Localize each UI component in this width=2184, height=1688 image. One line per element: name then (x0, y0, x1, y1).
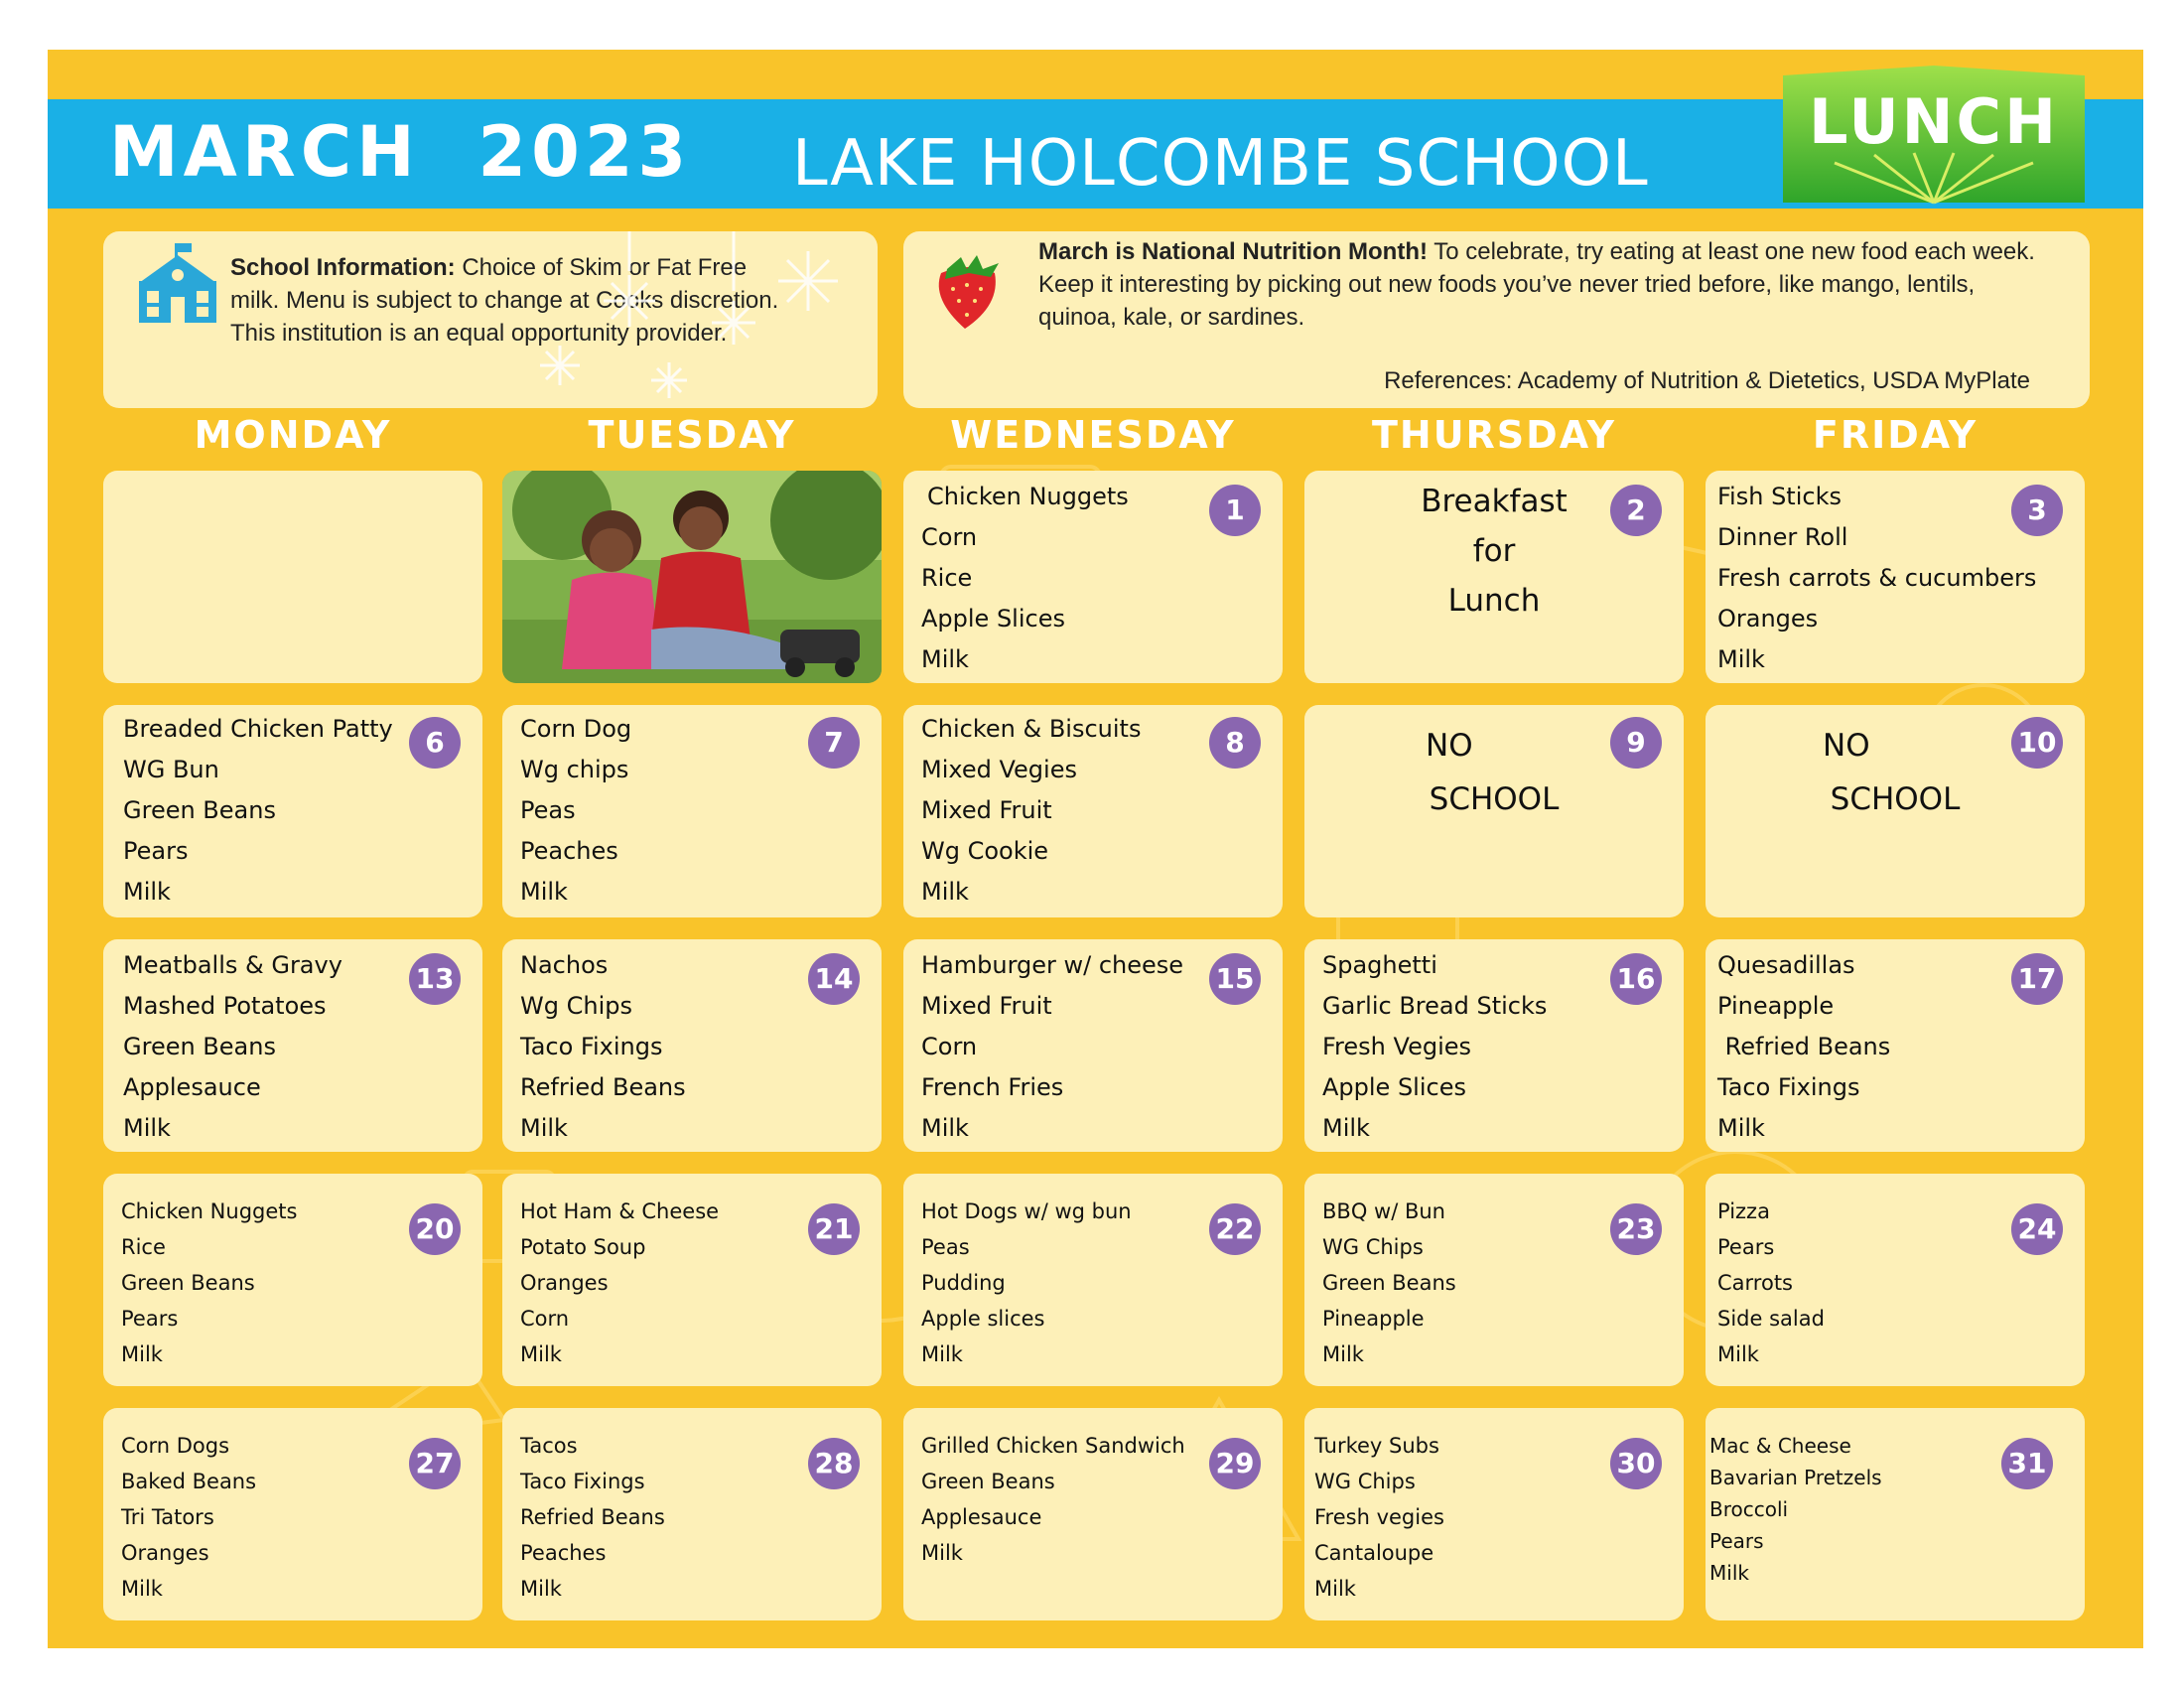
day-cell-empty (103, 471, 482, 683)
menu-item: Corn Dog (520, 715, 632, 743)
menu-item: Pears (1709, 1529, 1764, 1553)
month-title: MARCH 2023 (109, 111, 692, 193)
menu-item: Green Beans (921, 1470, 1055, 1493)
menu-item: Milk (520, 1577, 562, 1601)
day-cell-8 (903, 705, 1283, 917)
date-number: 17 (2011, 953, 2063, 1005)
menu-list (921, 1428, 1185, 1571)
date-number: 30 (1610, 1438, 1662, 1489)
menu-list (123, 945, 342, 1149)
day-cell-28 (502, 1408, 882, 1620)
menu-item: Apple Slices (921, 605, 1065, 633)
menu-item: Corn Dogs (121, 1434, 230, 1458)
no-school-note (1706, 719, 2085, 826)
note-line: Breakfast (1421, 484, 1568, 519)
date-number: 13 (409, 953, 461, 1005)
day-cell-22 (903, 1174, 1283, 1386)
day-cell-10 (1706, 705, 2085, 917)
menu-list (121, 1194, 297, 1372)
menu-item: Milk (1717, 1114, 1765, 1142)
date-number: 3 (2011, 485, 2063, 536)
day-cell-15 (903, 939, 1283, 1152)
menu-list (520, 709, 631, 913)
day-cell-3 (1706, 471, 2085, 683)
date-number: 8 (1209, 717, 1261, 769)
day-header-friday: FRIDAY (1812, 413, 1979, 457)
menu-item: Spaghetti (1322, 951, 1437, 979)
day-cell-31 (1706, 1408, 2085, 1620)
menu-item: Cantaloupe (1314, 1541, 1434, 1565)
menu-item: Peas (520, 796, 576, 824)
menu-item: Quesadillas (1717, 951, 1855, 979)
menu-item: Bavarian Pretzels (1709, 1466, 1882, 1489)
menu-item: Mashed Potatoes (123, 992, 327, 1020)
day-header-wednesday: WEDNESDAY (950, 413, 1236, 457)
menu-item: Turkey Subs (1314, 1434, 1439, 1458)
menu-item: Oranges (1717, 605, 1819, 633)
date-number: 15 (1209, 953, 1261, 1005)
menu-item: Broccoli (1709, 1497, 1789, 1521)
menu-item: Garlic Bread Sticks (1322, 992, 1548, 1020)
menu-item: Chicken & Biscuits (921, 715, 1142, 743)
date-number: 9 (1610, 717, 1662, 769)
special-note (1304, 477, 1684, 626)
menu-item: Milk (1314, 1577, 1356, 1601)
date-number: 2 (1610, 485, 1662, 536)
no-school-note (1304, 719, 1684, 826)
menu-item: Oranges (121, 1541, 209, 1565)
day-cell-7 (502, 705, 882, 917)
menu-item: Milk (921, 1342, 963, 1366)
date-number: 1 (1209, 485, 1261, 536)
menu-item: Wg chips (520, 756, 629, 783)
menu-item: Apple Slices (1322, 1073, 1466, 1101)
menu-item: Peas (921, 1235, 970, 1259)
menu-item: Refried Beans (1717, 1033, 1891, 1060)
menu-item: Milk (520, 878, 568, 906)
menu-item: Fish Sticks (1717, 483, 1842, 510)
menu-item: French Fries (921, 1073, 1064, 1101)
menu-item: Mac & Cheese (1709, 1434, 1851, 1458)
menu-item: Applesauce (123, 1073, 261, 1101)
menu-item: Pizza (1717, 1199, 1770, 1223)
date-number: 28 (808, 1438, 860, 1489)
menu-item: Hamburger w/ cheese (921, 951, 1184, 979)
day-cell-23 (1304, 1174, 1684, 1386)
menu-item: Milk (123, 1114, 171, 1142)
menu-item: Fresh Vegies (1322, 1033, 1471, 1060)
menu-item: Tacos (520, 1434, 578, 1458)
day-cell-30 (1304, 1408, 1684, 1620)
menu-item: Green Beans (1322, 1271, 1456, 1295)
menu-item: Green Beans (123, 796, 276, 824)
menu-item: Green Beans (123, 1033, 276, 1060)
day-cell-13 (103, 939, 482, 1152)
menu-item: Oranges (520, 1271, 609, 1295)
strawberry-icon (921, 239, 1017, 335)
menu-list (1322, 945, 1547, 1149)
menu-item: Applesauce (921, 1505, 1042, 1529)
date-number: 10 (2011, 717, 2063, 769)
day-cell-21 (502, 1174, 882, 1386)
date-number: 24 (2011, 1203, 2063, 1255)
menu-item: Hot Dogs w/ wg bun (921, 1199, 1132, 1223)
menu-item: Corn (921, 523, 978, 551)
menu-item: WG Bun (123, 756, 219, 783)
menu-list (1717, 1194, 1825, 1372)
menu-item: Milk (921, 645, 969, 673)
menu-item: Pears (123, 837, 189, 865)
day-cell-17 (1706, 939, 2085, 1152)
menu-item: Meatballs & Gravy (123, 951, 342, 979)
menu-item: Pears (121, 1307, 179, 1331)
menu-list (921, 477, 1129, 680)
menu-item: Pudding (921, 1271, 1006, 1295)
note-line: SCHOOL (1830, 781, 1961, 817)
date-number: 27 (409, 1438, 461, 1489)
menu-item: Tri Tators (121, 1505, 214, 1529)
menu-item: Milk (1709, 1561, 1749, 1585)
note-line: SCHOOL (1429, 781, 1560, 817)
menu-item: Rice (921, 564, 973, 592)
menu-item: Rice (121, 1235, 166, 1259)
day-header-thursday: THURSDAY (1371, 413, 1617, 457)
menu-item: Mixed Fruit (921, 992, 1052, 1020)
menu-item: Corn (921, 1033, 978, 1060)
menu-item: Potato Soup (520, 1235, 646, 1259)
menu-item: Milk (121, 1342, 163, 1366)
day-cell-2 (1304, 471, 1684, 683)
snowflake-decor (520, 231, 878, 408)
menu-item: Chicken Nuggets (927, 483, 1129, 510)
menu-list (921, 709, 1141, 913)
menu-item: Wg Chips (520, 992, 632, 1020)
menu-item: Milk (921, 1541, 963, 1565)
menu-item: Fresh carrots & cucumbers (1717, 564, 2037, 592)
menu-list (121, 1428, 256, 1607)
menu-item: Apple slices (921, 1307, 1045, 1331)
day-cell-14 (502, 939, 882, 1152)
menu-list (921, 1194, 1132, 1372)
menu-item: BBQ w/ Bun (1322, 1199, 1445, 1223)
menu-list (1709, 1430, 1882, 1589)
menu-item: WG Chips (1314, 1470, 1416, 1493)
day-cell-16 (1304, 939, 1684, 1152)
nutrition-month-text: March is National Nutrition Month! To celebrate, try eating at least one new food each week. Keep it interesting by picking out new foods you’ve never tried before, like mango, lentils, quinoa, kale, or sardines. (1038, 238, 2035, 331)
menu-list (1717, 945, 1890, 1149)
menu-item: Baked Beans (121, 1470, 257, 1493)
day-cell-24 (1706, 1174, 2085, 1386)
menu-item: Taco Fixings (1717, 1073, 1860, 1101)
day-cell-29 (903, 1408, 1283, 1620)
note-line: NO (1426, 728, 1473, 764)
menu-list (1314, 1428, 1444, 1607)
menu-list (520, 1428, 665, 1607)
menu-list (520, 1194, 719, 1372)
note-line: Lunch (1447, 583, 1541, 619)
menu-item: Hot Ham & Cheese (520, 1199, 720, 1223)
date-number: 21 (808, 1203, 860, 1255)
children-illustration (502, 471, 882, 683)
menu-list (921, 945, 1183, 1149)
date-number: 16 (1610, 953, 1662, 1005)
children-photo (502, 471, 882, 683)
references-text: References: Academy of Nutrition & Dietetics, USDA MyPlate (1384, 367, 2030, 394)
school-name: LAKE HOLCOMBE SCHOOL (792, 127, 1649, 201)
menu-item: Milk (1717, 1342, 1759, 1366)
menu-list (1322, 1194, 1456, 1372)
menu-item: Refried Beans (520, 1505, 665, 1529)
school-info-text: School Information: Choice of Skim or Fat Free milk. Menu is subject to change at Cooks discretion. This institution is an equal opportunity provider. (230, 254, 779, 347)
menu-item: Milk (520, 1114, 568, 1142)
date-number: 6 (409, 717, 461, 769)
nutrition-month-box (903, 231, 2090, 408)
menu-item: Pears (1717, 1235, 1775, 1259)
menu-item: Peaches (520, 1541, 607, 1565)
menu-item: Milk (1717, 645, 1765, 673)
menu-item: Nachos (520, 951, 609, 979)
menu-page (48, 50, 2143, 1648)
date-number: 23 (1610, 1203, 1662, 1255)
day-header-tuesday: TUESDAY (588, 413, 796, 457)
menu-item: Milk (121, 1577, 163, 1601)
menu-item: Milk (1322, 1342, 1364, 1366)
date-number: 7 (808, 717, 860, 769)
menu-item: Peaches (520, 837, 618, 865)
menu-list (123, 709, 393, 913)
menu-item: Green Beans (121, 1271, 255, 1295)
menu-list (1717, 477, 2036, 680)
date-number: 20 (409, 1203, 461, 1255)
menu-item: Dinner Roll (1717, 523, 1848, 551)
school-building-icon (133, 241, 222, 327)
menu-item: Grilled Chicken Sandwich (921, 1434, 1185, 1458)
menu-item: Side salad (1717, 1307, 1825, 1331)
day-cell-9 (1304, 705, 1684, 917)
day-header-monday: MONDAY (194, 413, 392, 457)
note-line: for (1472, 533, 1516, 569)
menu-item: Pineapple (1717, 992, 1835, 1020)
day-cell-6 (103, 705, 482, 917)
menu-item: WG Chips (1322, 1235, 1424, 1259)
date-number: 31 (2001, 1438, 2053, 1489)
menu-item: Milk (921, 1114, 969, 1142)
menu-item: Breaded Chicken Patty (123, 715, 393, 743)
menu-item: Wg Cookie (921, 837, 1049, 865)
menu-item: Taco Fixings (520, 1470, 645, 1493)
menu-item: Mixed Fruit (921, 796, 1052, 824)
menu-item: Mixed Vegies (921, 756, 1077, 783)
menu-item: Milk (123, 878, 171, 906)
school-info-box (103, 231, 878, 408)
day-cell-20 (103, 1174, 482, 1386)
date-number: 14 (808, 953, 860, 1005)
menu-item: Fresh vegies (1314, 1505, 1444, 1529)
day-cell-27 (103, 1408, 482, 1620)
day-cell-1 (903, 471, 1283, 683)
menu-item: Taco Fixings (520, 1033, 663, 1060)
lunch-label: LUNCH (1809, 85, 2059, 158)
date-number: 29 (1209, 1438, 1261, 1489)
menu-item: Corn (520, 1307, 570, 1331)
menu-item: Carrots (1717, 1271, 1793, 1295)
menu-item: Milk (1322, 1114, 1370, 1142)
menu-item: Milk (520, 1342, 562, 1366)
menu-item: Pineapple (1322, 1307, 1425, 1331)
menu-item: Refried Beans (520, 1073, 686, 1101)
menu-item: Chicken Nuggets (121, 1199, 298, 1223)
menu-list (520, 945, 686, 1149)
menu-item: Milk (921, 878, 969, 906)
date-number: 22 (1209, 1203, 1261, 1255)
note-line: NO (1823, 728, 1870, 764)
